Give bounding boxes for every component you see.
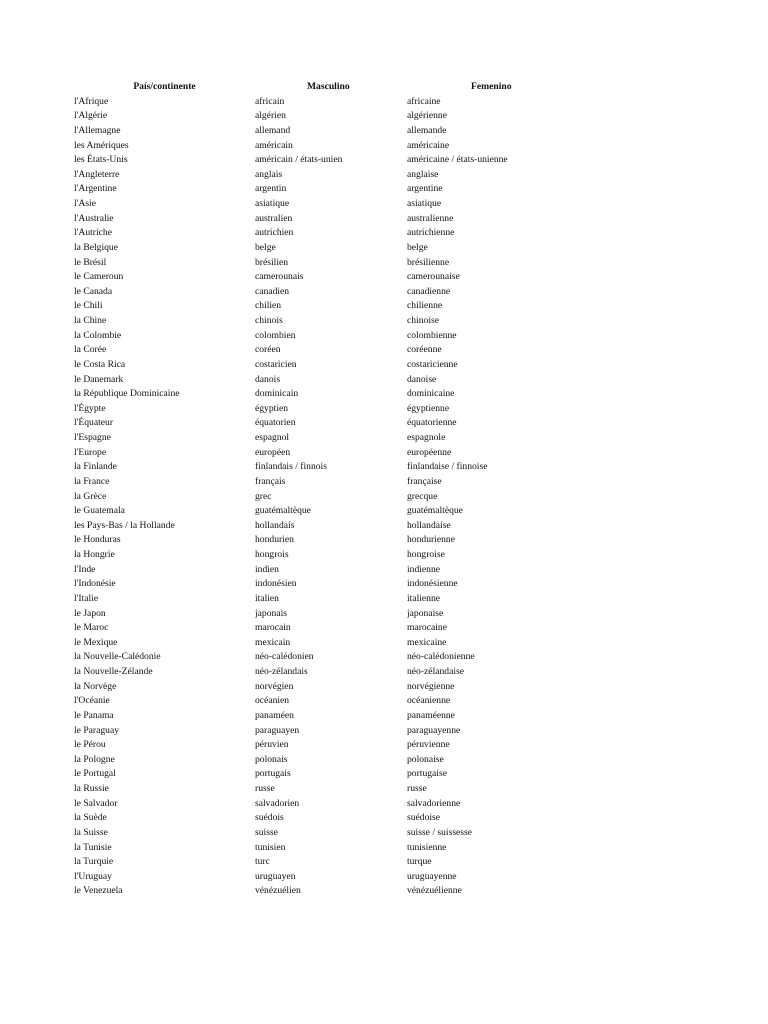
masculine-cell: américain — [255, 139, 293, 151]
country-cell: l'Europe — [74, 446, 107, 458]
masculine-cell: brésilien — [255, 256, 289, 268]
country-cell: le Portugal — [74, 768, 116, 780]
country-cell: les Pays-Bas / la Hollande — [74, 519, 175, 531]
masculine-cell: français — [255, 475, 286, 487]
country-cell: l'Algérie — [74, 110, 108, 122]
country-cell: la Hongrie — [74, 549, 115, 560]
masculine-cell: norvégien — [255, 680, 294, 692]
feminine-cell: dominicaine — [407, 388, 455, 400]
country-cell: la République Dominicaine — [74, 388, 180, 400]
table-row — [74, 636, 674, 651]
table-row — [74, 548, 674, 563]
country-cell: le Japon — [74, 607, 106, 619]
country-cell: l'Inde — [74, 563, 96, 575]
table-row — [74, 855, 674, 870]
masculine-cell: japonais — [255, 607, 287, 619]
masculine-cell: paraguayen — [255, 724, 300, 736]
feminine-cell: tunisienne — [407, 841, 447, 853]
table-row — [74, 665, 674, 680]
masculine-cell: russe — [255, 783, 275, 794]
country-cell: la Turquie — [74, 856, 114, 868]
country-cell: l'Équateur — [74, 417, 114, 429]
feminine-cell: russe — [407, 783, 427, 794]
country-cell: la Corée — [74, 344, 107, 356]
feminine-cell: japonaise — [407, 607, 444, 619]
feminine-cell: espagnole — [407, 432, 446, 443]
feminine-cell: anglaise — [407, 168, 439, 180]
country-cell: les États-Unis — [74, 154, 128, 166]
table-row — [74, 402, 674, 417]
feminine-cell: canadienne — [407, 285, 451, 297]
country-cell: l'Uruguay — [74, 870, 112, 882]
masculine-cell: australien — [255, 212, 293, 224]
country-cell: l'Égypte — [74, 402, 106, 414]
masculine-cell: turc — [255, 856, 270, 868]
table-row — [74, 124, 674, 139]
table-row — [74, 358, 674, 373]
table-row — [74, 650, 674, 665]
masculine-cell: canadien — [255, 285, 290, 297]
table-row — [74, 694, 674, 709]
country-cell: la Finlande — [74, 461, 117, 473]
table-row — [74, 197, 674, 212]
table-row — [74, 109, 674, 124]
header-row — [74, 80, 674, 95]
table-row — [74, 314, 674, 329]
table-row — [74, 738, 674, 753]
table-row — [74, 782, 674, 797]
country-cell: le Paraguay — [74, 724, 120, 736]
country-cell: la Nouvelle-Zélande — [74, 666, 153, 677]
feminine-cell: colombienne — [407, 329, 457, 341]
country-cell: la Suède — [74, 812, 107, 824]
masculine-cell: néo-calédonien — [255, 651, 314, 663]
country-cell: le Brésil — [74, 256, 107, 268]
country-cell: le Cameroun — [74, 271, 124, 283]
masculine-cell: guatémaltèque — [255, 505, 311, 517]
feminine-cell: égyptienne — [407, 402, 450, 414]
table-row — [74, 182, 674, 197]
table-row — [74, 256, 674, 271]
table-row — [74, 168, 674, 183]
masculine-cell: américain / états-unien — [255, 154, 343, 166]
table-row — [74, 519, 674, 534]
table-row — [74, 870, 674, 885]
country-cell: le Mexique — [74, 636, 118, 648]
feminine-cell: salvadorienne — [407, 797, 461, 809]
country-cell: la Norvège — [74, 680, 117, 692]
country-cell: la Belgique — [74, 241, 118, 253]
masculine-cell: indien — [255, 563, 279, 575]
feminine-cell: africaine — [407, 95, 441, 107]
feminine-cell: autrichienne — [407, 227, 455, 239]
masculine-cell: chinois — [255, 315, 283, 326]
masculine-cell: italien — [255, 592, 279, 604]
masculine-cell: égyptien — [255, 402, 289, 414]
table-body — [74, 95, 674, 899]
feminine-cell: algérienne — [407, 110, 447, 122]
feminine-cell: coréenne — [407, 344, 442, 356]
masculine-cell: uruguayen — [255, 870, 296, 882]
feminine-cell: panaméenne — [407, 709, 455, 721]
feminine-cell: hollandaise — [407, 519, 451, 531]
masculine-cell: africain — [255, 95, 285, 107]
feminine-cell: néo-calédonienne — [407, 651, 475, 663]
country-cell: l'Océanie — [74, 695, 110, 707]
feminine-cell: péruvienne — [407, 739, 450, 751]
table-row — [74, 680, 674, 695]
country-cell: le Panama — [74, 709, 114, 721]
header-masculine: Masculino — [307, 81, 350, 92]
masculine-cell: camerounais — [255, 271, 304, 283]
masculine-cell: argentin — [255, 183, 287, 195]
feminine-cell: danoise — [407, 373, 437, 385]
country-cell: la Colombie — [74, 329, 122, 341]
feminine-cell: brésilienne — [407, 256, 450, 268]
feminine-cell: portugaise — [407, 768, 447, 780]
masculine-cell: équatorien — [255, 417, 296, 429]
country-cell: la Tunisie — [74, 841, 112, 853]
masculine-cell: océanien — [255, 695, 290, 707]
masculine-cell: belge — [255, 241, 276, 253]
nationality-table — [74, 80, 674, 899]
masculine-cell: hongrois — [255, 549, 289, 560]
table-row — [74, 490, 674, 505]
table-row — [74, 153, 674, 168]
table-row — [74, 460, 674, 475]
table-row — [74, 329, 674, 344]
masculine-cell: costaricien — [255, 358, 297, 370]
masculine-cell: danois — [255, 373, 281, 385]
masculine-cell: suisse — [255, 826, 278, 838]
table-row — [74, 299, 674, 314]
feminine-cell: française — [407, 475, 442, 487]
country-cell: les Amériques — [74, 139, 129, 151]
table-row — [74, 212, 674, 227]
feminine-cell: turque — [407, 856, 432, 868]
masculine-cell: autrichien — [255, 227, 294, 239]
table-row — [74, 724, 674, 739]
country-cell: le Canada — [74, 285, 113, 297]
country-cell: la Pologne — [74, 753, 115, 765]
masculine-cell: espagnol — [255, 432, 290, 443]
country-cell: le Pérou — [74, 739, 106, 751]
table-row — [74, 475, 674, 490]
table-row — [74, 797, 674, 812]
feminine-cell: suisse / suissesse — [407, 826, 473, 838]
table-row — [74, 343, 674, 358]
masculine-cell: hollandais — [255, 519, 295, 531]
feminine-cell: mexicaine — [407, 636, 447, 648]
header-country: País/continente — [133, 81, 196, 92]
feminine-cell: américaine / états-unienne — [407, 154, 508, 166]
country-cell: l'Angleterre — [74, 168, 120, 180]
feminine-cell: suédoise — [407, 812, 441, 824]
masculine-cell: européen — [255, 446, 291, 458]
country-cell: l'Autriche — [74, 227, 112, 239]
country-cell: le Guatemala — [74, 505, 125, 517]
feminine-cell: chilienne — [407, 300, 443, 312]
feminine-cell: polonaise — [407, 753, 444, 765]
table-row — [74, 841, 674, 856]
table-row — [74, 884, 674, 899]
feminine-cell: américaine — [407, 139, 450, 151]
table-row — [74, 826, 674, 841]
masculine-cell: marocain — [255, 622, 291, 634]
table-row — [74, 607, 674, 622]
table-row — [74, 241, 674, 256]
country-cell: la Grèce — [74, 490, 107, 502]
feminine-cell: indienne — [407, 563, 441, 575]
feminine-cell: asiatique — [407, 198, 442, 209]
table-row — [74, 226, 674, 241]
feminine-cell: camerounaise — [407, 271, 460, 283]
feminine-cell: océanienne — [407, 695, 451, 707]
feminine-cell: marocaine — [407, 622, 447, 634]
masculine-cell: chilien — [255, 300, 282, 312]
feminine-cell: uruguayenne — [407, 870, 457, 882]
masculine-cell: grec — [255, 490, 272, 502]
feminine-cell: européenne — [407, 446, 452, 458]
country-cell: le Costa Rica — [74, 358, 126, 370]
country-cell: le Danemark — [74, 373, 124, 385]
country-cell: l'Australie — [74, 212, 114, 224]
country-cell: le Maroc — [74, 622, 109, 634]
masculine-cell: dominicain — [255, 388, 299, 400]
country-cell: l'Asie — [74, 198, 96, 209]
feminine-cell: finlandaise / finnoise — [407, 461, 488, 473]
table-row — [74, 270, 674, 285]
table-row — [74, 446, 674, 461]
table-row — [74, 504, 674, 519]
feminine-cell: hongroise — [407, 549, 445, 560]
table-row — [74, 563, 674, 578]
table-row — [74, 592, 674, 607]
country-cell: la Russie — [74, 783, 109, 794]
country-cell: la France — [74, 475, 110, 487]
country-cell: l'Allemagne — [74, 124, 121, 136]
country-cell: la Nouvelle-Calédonie — [74, 651, 161, 663]
table-row — [74, 416, 674, 431]
table-row — [74, 709, 674, 724]
masculine-cell: néo-zélandais — [255, 666, 308, 677]
table-row — [74, 139, 674, 154]
feminine-cell: italienne — [407, 592, 441, 604]
masculine-cell: panaméen — [255, 709, 294, 721]
masculine-cell: algérien — [255, 110, 286, 122]
masculine-cell: hondurien — [255, 534, 294, 546]
masculine-cell: péruvien — [255, 739, 289, 751]
header-feminine: Femenino — [471, 81, 512, 92]
table-row — [74, 95, 674, 110]
feminine-cell: australienne — [407, 212, 454, 224]
masculine-cell: salvadorien — [255, 797, 300, 809]
country-cell: le Chili — [74, 300, 103, 312]
masculine-cell: coréen — [255, 344, 281, 356]
table-row — [74, 767, 674, 782]
masculine-cell: indonésien — [255, 578, 297, 590]
table-row — [74, 753, 674, 768]
feminine-cell: belge — [407, 241, 428, 253]
feminine-cell: hondurienne — [407, 534, 455, 546]
masculine-cell: vénézuélien — [255, 885, 301, 897]
feminine-cell: paraguayenne — [407, 724, 461, 736]
masculine-cell: allemand — [255, 124, 291, 136]
table-row — [74, 533, 674, 548]
feminine-cell: néo-zélandaise — [407, 666, 464, 677]
country-cell: l'Espagne — [74, 432, 111, 443]
masculine-cell: colombien — [255, 329, 296, 341]
country-cell: l'Italie — [74, 592, 99, 604]
table-row — [74, 387, 674, 402]
feminine-cell: indonésienne — [407, 578, 458, 590]
masculine-cell: asiatique — [255, 198, 290, 209]
masculine-cell: tunisien — [255, 841, 286, 853]
country-cell: la Suisse — [74, 826, 108, 838]
country-cell: la Chine — [74, 315, 107, 326]
feminine-cell: argentine — [407, 183, 443, 195]
masculine-cell: polonais — [255, 753, 288, 765]
table-row — [74, 373, 674, 388]
table-row — [74, 577, 674, 592]
masculine-cell: suédois — [255, 812, 284, 824]
country-cell: l'Indonésie — [74, 578, 116, 590]
feminine-cell: grecque — [407, 490, 438, 502]
table-row — [74, 285, 674, 300]
feminine-cell: chinoise — [407, 315, 439, 326]
country-cell: le Venezuela — [74, 885, 123, 897]
masculine-cell: portugais — [255, 768, 291, 780]
country-cell: le Honduras — [74, 534, 121, 546]
feminine-cell: norvégienne — [407, 680, 455, 692]
feminine-cell: costaricienne — [407, 358, 458, 370]
country-cell: le Salvador — [74, 797, 118, 809]
masculine-cell: finlandais / finnois — [255, 461, 327, 473]
feminine-cell: équatorienne — [407, 417, 457, 429]
table-row — [74, 811, 674, 826]
country-cell: l'Argentine — [74, 183, 117, 195]
masculine-cell: anglais — [255, 168, 283, 180]
feminine-cell: allemande — [407, 124, 447, 136]
feminine-cell: guatémaltèque — [407, 505, 463, 517]
table-row — [74, 621, 674, 636]
feminine-cell: vénézuélienne — [407, 885, 462, 897]
country-cell: l'Afrique — [74, 95, 109, 107]
masculine-cell: mexicain — [255, 636, 291, 648]
table-row — [74, 431, 674, 446]
